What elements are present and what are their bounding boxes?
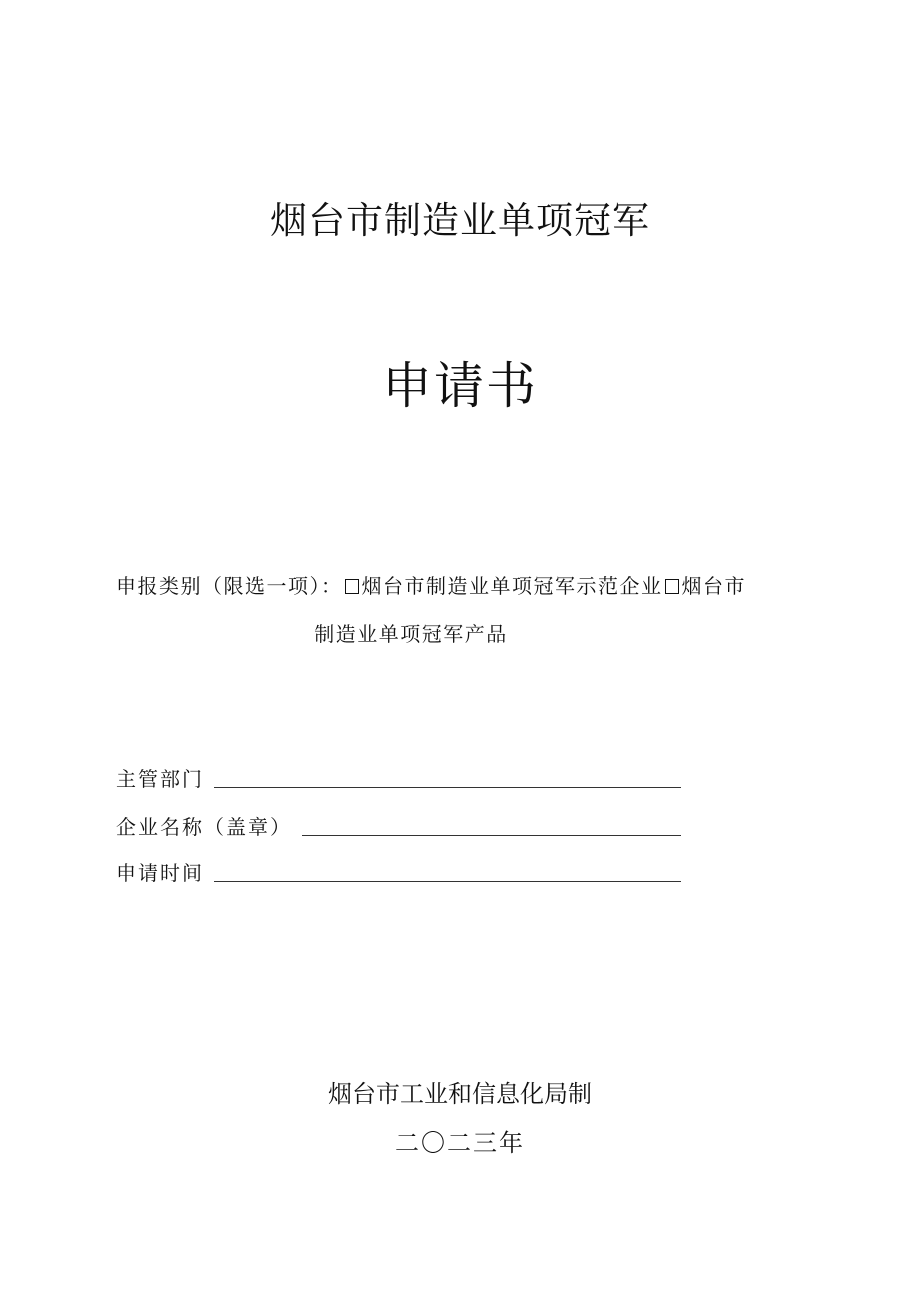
document-title: 烟台市制造业单项冠军 — [270, 199, 650, 242]
document-subtitle: 申请书 — [382, 357, 538, 415]
application-category — [116, 571, 816, 646]
option-champion-product-label-part1: 烟台市 — [681, 574, 746, 598]
date-label: 申请时间 — [116, 861, 204, 885]
date-input-line[interactable] — [214, 880, 681, 882]
department-label: 主管部门 — [116, 767, 204, 791]
checkbox-demo-enterprise[interactable] — [345, 579, 359, 594]
issue-year: 二〇二三年 — [395, 1129, 525, 1157]
department-field — [116, 762, 681, 792]
department-input-line[interactable] — [214, 786, 681, 788]
checkbox-champion-product[interactable] — [665, 579, 679, 594]
issuer: 烟台市工业和信息化局制 — [328, 1080, 592, 1108]
category-prefix: 申报类别（限选一项）： — [116, 574, 343, 598]
company-field — [116, 810, 681, 840]
company-label: 企业名称（盖章） — [116, 815, 292, 839]
category-line-1 — [116, 571, 816, 601]
company-input-line[interactable] — [302, 834, 681, 836]
category-line-2: 制造业单项冠军产品 — [314, 622, 508, 646]
option-demo-enterprise-label: 烟台市制造业单项冠军示范企业 — [361, 574, 663, 598]
date-field — [116, 856, 681, 886]
